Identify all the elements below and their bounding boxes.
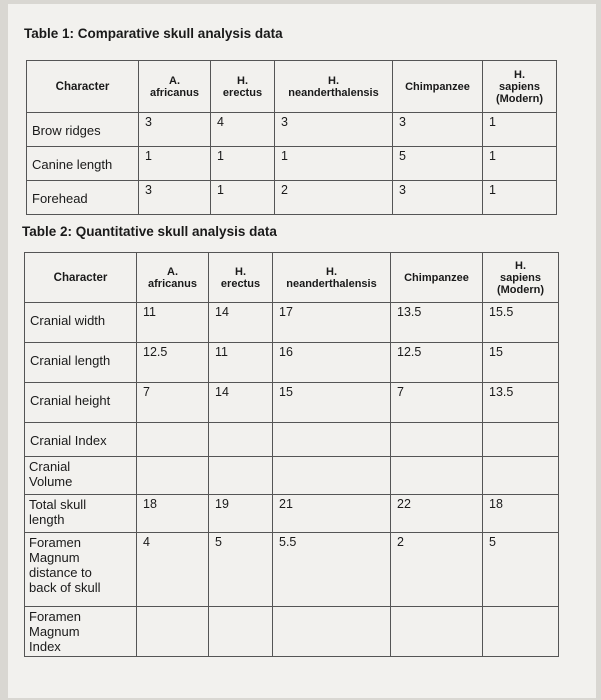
table-row <box>27 113 557 147</box>
table-row <box>25 383 559 423</box>
cell-value: 1 <box>217 149 224 163</box>
cell-value: 21 <box>279 497 293 511</box>
table-row <box>25 303 559 343</box>
cell-value <box>273 423 390 425</box>
cell-value: 11 <box>215 345 228 359</box>
cell-value: 4 <box>143 535 150 549</box>
cell-value: 3 <box>145 183 152 197</box>
cell-value: 3 <box>399 115 406 129</box>
cell-value: 14 <box>215 305 229 319</box>
cell-value <box>273 607 390 609</box>
table2-header-africanus: A. africanus <box>137 253 209 303</box>
cell-value: 7 <box>143 385 150 399</box>
cell-value: 5 <box>215 535 222 549</box>
table1-header-africanus: A. africanus <box>139 61 211 113</box>
row-label: Forehead <box>32 191 88 206</box>
cell-value <box>483 423 558 425</box>
table-row <box>25 343 559 383</box>
table1-title: Table 1: Comparative skull analysis data <box>24 26 283 41</box>
cell-value: 15 <box>279 385 293 399</box>
row-label: Cranial width <box>30 313 106 328</box>
table2-header-character: Character <box>25 253 137 303</box>
row-label: Foramen Magnum Index <box>29 609 82 654</box>
table1-header-neanderthalensis: H. neanderthalensis <box>275 61 393 113</box>
cell-value <box>209 423 272 425</box>
cell-value: 1 <box>489 115 496 129</box>
cell-value: 3 <box>145 115 152 129</box>
cell-value: 5 <box>399 149 406 163</box>
cell-value: 1 <box>489 149 496 163</box>
table-row <box>27 147 557 181</box>
cell-value: 2 <box>281 183 288 197</box>
cell-value: 16 <box>279 345 293 359</box>
quantitative-skull-table <box>24 252 559 657</box>
table2-header-row <box>25 253 559 303</box>
table1-header-character: Character <box>27 61 139 113</box>
cell-value: 1 <box>145 149 152 163</box>
cell-value <box>137 457 208 459</box>
table2-title: Table 2: Quantitative skull analysis data <box>22 224 277 239</box>
row-label: Cranial Volume <box>29 459 73 489</box>
table-row <box>27 181 557 215</box>
table-row <box>25 533 559 607</box>
row-label: Cranial Index <box>30 433 107 448</box>
cell-value: 12.5 <box>397 345 422 359</box>
cell-value <box>137 607 208 609</box>
cell-value: 18 <box>143 497 157 511</box>
cell-value <box>391 607 482 609</box>
cell-value <box>483 607 558 609</box>
row-label: Total skull length <box>29 497 87 527</box>
cell-value: 11 <box>143 305 156 319</box>
cell-value <box>391 457 482 459</box>
cell-value: 14 <box>215 385 229 399</box>
cell-value: 1 <box>489 183 496 197</box>
table2-header-erectus: H. erectus <box>209 253 273 303</box>
table1-header-erectus: H. erectus <box>211 61 275 113</box>
table1-header-chimpanzee: Chimpanzee <box>393 61 483 113</box>
cell-value: 17 <box>279 305 293 319</box>
cell-value: 15.5 <box>489 305 514 319</box>
cell-value <box>483 457 558 459</box>
row-label: Foramen Magnum distance to back of skull <box>29 535 101 595</box>
comparative-skull-table <box>26 60 557 215</box>
table1-header-sapiens: H. sapiens (Modern) <box>483 61 557 113</box>
cell-value: 2 <box>397 535 404 549</box>
row-label: Cranial length <box>30 353 111 368</box>
cell-value: 13.5 <box>489 385 514 399</box>
table-row <box>25 423 559 457</box>
table-row <box>25 457 559 495</box>
cell-value: 19 <box>215 497 229 511</box>
cell-value: 1 <box>217 183 224 197</box>
cell-value: 5.5 <box>279 535 297 549</box>
cell-value: 7 <box>397 385 404 399</box>
table2-header-sapiens: H. sapiens (Modern) <box>483 253 559 303</box>
cell-value: 3 <box>281 115 288 129</box>
table1-header-row <box>27 61 557 113</box>
cell-value: 13.5 <box>397 305 422 319</box>
cell-value: 4 <box>217 115 224 129</box>
cell-value <box>391 423 482 425</box>
cell-value: 3 <box>399 183 406 197</box>
cell-value <box>273 457 390 459</box>
cell-value <box>209 607 272 609</box>
table-row <box>25 495 559 533</box>
row-label: Cranial height <box>30 393 111 408</box>
cell-value: 1 <box>281 149 288 163</box>
cell-value <box>209 457 272 459</box>
cell-value: 15 <box>489 345 503 359</box>
row-label: Brow ridges <box>32 123 101 138</box>
table2-header-neanderthalensis: H. neanderthalensis <box>273 253 391 303</box>
cell-value <box>137 423 208 425</box>
cell-value: 22 <box>397 497 411 511</box>
table-row <box>25 607 559 657</box>
table2-header-chimpanzee: Chimpanzee <box>391 253 483 303</box>
row-label: Canine length <box>32 157 113 172</box>
cell-value: 5 <box>489 535 496 549</box>
cell-value: 18 <box>489 497 503 511</box>
cell-value: 12.5 <box>143 345 168 359</box>
